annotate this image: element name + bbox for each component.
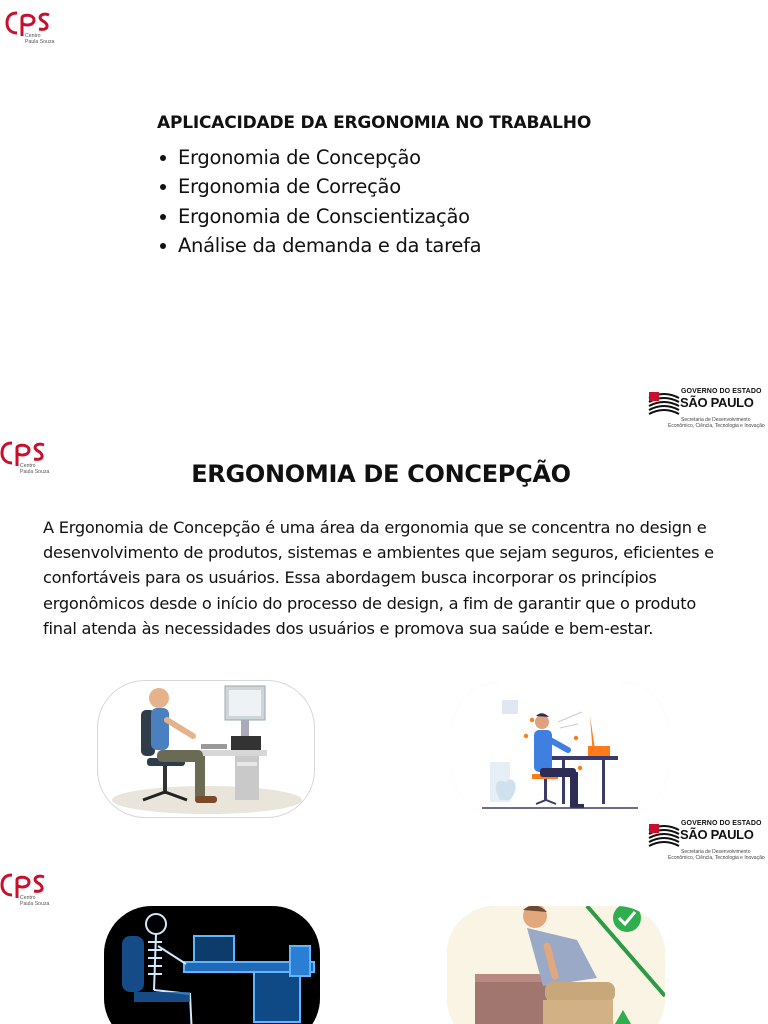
workstation-illustration — [97, 680, 315, 818]
slide-title: ERGONOMIA DE CONCEPÇÃO — [191, 460, 571, 488]
cps-logo — [0, 870, 60, 914]
xray-skeleton-image — [104, 906, 320, 1024]
gov-logo-line4: Econômico, Ciência, Tecnologia e Inovação — [668, 855, 765, 861]
slide-2 — [0, 432, 768, 864]
sp-flag-icon — [648, 390, 680, 416]
cps-logo-line2: Paula Souza — [25, 38, 55, 45]
bullet-item: Ergonomia de Conscientização — [160, 202, 481, 231]
slide-paragraph: A Ergonomia de Concepção é uma área da ergonomia que se concentra no design e desenvolvimento de produtos, sistemas e ambientes que sejam seguros, eficientes e confortáveis para os usuários. Essa abordagem busca incorporar os princípios ergonômicos desde o início do processo de design, a fim de garantir que o produto final atenda às necessidades dos usuários e promova sua saúde e bem-estar. — [43, 518, 714, 638]
slide-1 — [0, 0, 768, 432]
governo-sp-logo — [648, 388, 768, 432]
flat-worker-image — [452, 682, 668, 816]
slide-title: APLICACIDADE DA ERGONOMIA NO TRABALHO — [157, 113, 592, 133]
xray-workstation-illustration — [104, 906, 320, 1024]
bullet-item: Análise da demanda e da tarefa — [160, 231, 481, 260]
bullet-item: Ergonomia de Correção — [160, 172, 481, 201]
cps-logo-line2: Paula Souza — [20, 900, 50, 907]
bullet-item: Ergonomia de Concepção — [160, 143, 481, 172]
gov-logo-line3: Secretaria de Desenvolvimento — [681, 417, 751, 423]
gov-logo-line1: GOVERNO DO ESTADO — [681, 820, 762, 827]
flat-workstation-illustration — [452, 682, 668, 816]
bullet-list — [160, 143, 481, 260]
sp-flag-icon — [648, 822, 680, 848]
gov-logo-line2: SÃO PAULO — [680, 827, 754, 842]
person-lifting-box-image — [447, 906, 665, 1024]
gov-logo-line3: Secretaria de Desenvolvimento — [681, 849, 751, 855]
lifting-posture-illustration — [447, 906, 665, 1024]
gov-logo-line1: GOVERNO DO ESTADO — [681, 388, 762, 395]
cps-logo-line2: Paula Souza — [20, 468, 50, 475]
seated-worker-image — [97, 680, 315, 818]
slide-3 — [0, 864, 768, 1024]
cps-logo-line1: Centro — [20, 463, 36, 469]
cps-logo-line1: Centro — [20, 895, 36, 901]
gov-logo-line4: Econômico, Ciência, Tecnologia e Inovação — [668, 423, 765, 429]
governo-sp-logo — [648, 820, 768, 864]
cps-logo-line1: Centro — [25, 33, 41, 39]
cps-logo — [5, 8, 65, 52]
gov-logo-line2: SÃO PAULO — [680, 395, 754, 410]
